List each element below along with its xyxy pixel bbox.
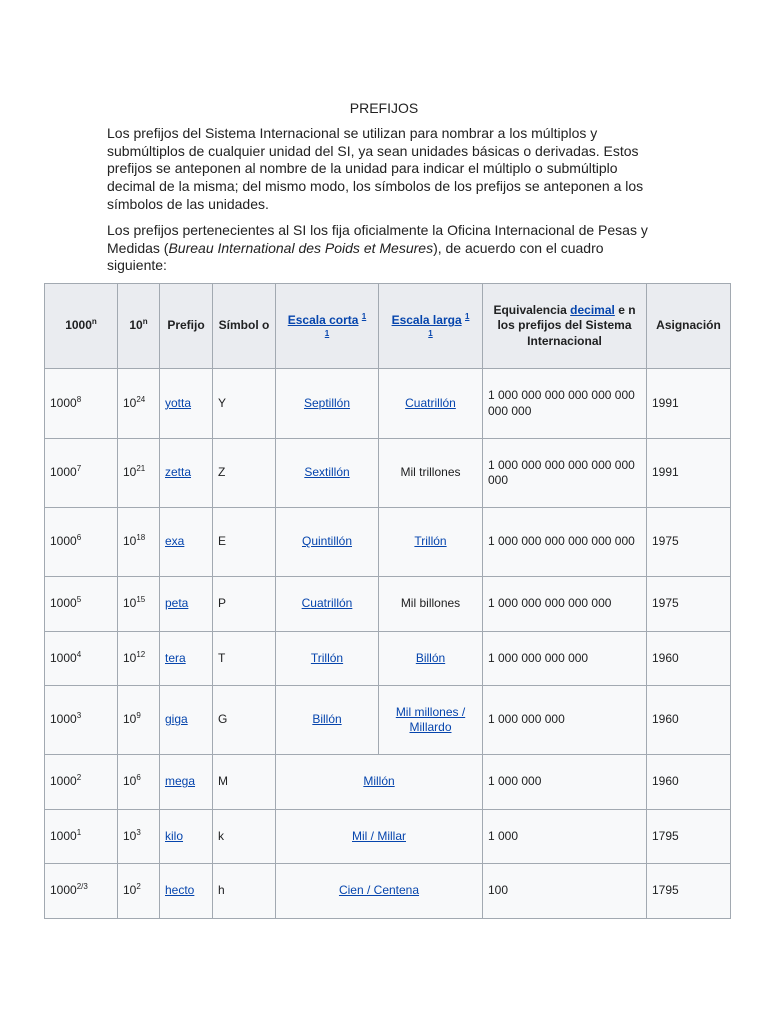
cell-power-1000: 1000$^8$	[45, 369, 118, 439]
page-title: PREFIJOS	[349, 100, 419, 116]
cell-equivalencia: 1 000 000	[483, 755, 647, 810]
table-row	[45, 755, 731, 810]
cell-asignacion: 1975	[647, 508, 731, 577]
header-escala-larga	[379, 284, 483, 369]
escala-corta-value-link[interactable]: Cuatrillón	[301, 596, 353, 611]
cell-power-10: $10^3$	[118, 810, 160, 864]
cell-prefijo	[160, 577, 213, 632]
cell-escala-larga: Mil trillones	[379, 439, 483, 508]
prefix-link-mega[interactable]: mega	[165, 774, 196, 789]
escala-corta-note-link-2[interactable]: 1	[324, 328, 330, 338]
intro-paragraph: Los prefijos del Sistema Internacional se utilizan para nombrar a los múltiplos y submúltiplos de cualquier unidad del SI, ya sean unidades básicas o derivadas. Estos prefijos se anteponen al nombre de la unidad para indicar el múltiplo o submúltiplo decimal de la misma; del mismo modo, los símbolos de los prefijos se anteponen a los símbolos de las unidades.	[107, 125, 644, 212]
bureau-name: Bureau International des Poids et Mesures	[168, 239, 434, 256]
escala-larga-note-link-2[interactable]: 1	[428, 328, 433, 338]
cell-escala-larga: Mil billones	[379, 577, 483, 632]
cell-simbolo: h	[213, 864, 276, 919]
cell-power-1000: 1000$^4$	[45, 632, 118, 686]
cell-power-1000: 1000$^5$	[45, 577, 118, 632]
cell-power-1000: 1000$^1$	[45, 810, 118, 864]
cell-simbolo: E	[213, 508, 276, 577]
table-row	[45, 632, 731, 686]
cell-power-10: $10^{24}$	[118, 369, 160, 439]
cell-prefijo	[160, 439, 213, 508]
prefix-link-tera[interactable]: tera	[165, 650, 186, 665]
cell-escala-corta	[276, 439, 379, 508]
cell-power-10: $10^{18}$	[118, 508, 160, 577]
escala-corta-value-link[interactable]: Sextillón	[304, 465, 350, 480]
escala-corta-value-link[interactable]: Billón	[312, 712, 342, 727]
escala-merged-value-link[interactable]: Millón	[363, 774, 395, 789]
escala-corta-link[interactable]: Escala corta	[287, 313, 359, 328]
table-row	[45, 686, 731, 755]
header-simbolo: Símbol o	[213, 284, 276, 369]
cell-power-1000: 1000$^7$	[45, 439, 118, 508]
cell-escala-larga	[379, 632, 483, 686]
prefix-link-zetta[interactable]: zetta	[165, 465, 192, 480]
cell-escala-corta	[276, 632, 379, 686]
cell-asignacion: 1960	[647, 632, 731, 686]
prefix-link-yotta[interactable]: yotta	[165, 395, 192, 410]
cell-power-1000: 1000$^2$	[45, 755, 118, 810]
cell-power-1000: $1000^{2/3}$	[45, 864, 118, 919]
cell-escala-larga	[379, 508, 483, 577]
cell-simbolo: P	[213, 577, 276, 632]
cell-prefijo	[160, 508, 213, 577]
cell-escala-merged	[276, 864, 483, 919]
escala-larga-note-link[interactable]: 1	[464, 312, 470, 322]
header-escala-corta	[276, 284, 379, 369]
cell-power-1000: 1000$^3$	[45, 686, 118, 755]
cell-power-10: $10^2$	[118, 864, 160, 919]
cell-asignacion: 1960	[647, 755, 731, 810]
si-prefix-table	[44, 283, 731, 919]
cell-escala-merged	[276, 755, 483, 810]
header-power-10: 10$^n$	[118, 284, 160, 369]
escala-merged-value-link[interactable]: Cien / Centena	[338, 883, 420, 898]
decimal-link[interactable]: decimal	[570, 302, 615, 317]
cell-escala-larga	[379, 686, 483, 755]
cell-equivalencia: 1 000 000 000 000 000	[483, 577, 647, 632]
cell-escala-corta	[276, 686, 379, 755]
cell-equivalencia: 1 000	[483, 810, 647, 864]
escala-merged-value-link[interactable]: Mil / Millar	[352, 828, 406, 843]
escala-corta-value-link[interactable]: Septillón	[303, 395, 351, 410]
prefix-link-giga[interactable]: giga	[165, 712, 188, 727]
cell-prefijo	[160, 686, 213, 755]
cell-equivalencia: 1 000 000 000	[483, 686, 647, 755]
cell-escala-corta	[276, 577, 379, 632]
cell-simbolo: G	[213, 686, 276, 755]
escala-larga-link[interactable]: Escala larga	[391, 313, 462, 328]
escala-larga-value-link[interactable]: Billón	[415, 650, 446, 665]
table-intro-paragraph	[107, 222, 667, 275]
cell-equivalencia: 1 000 000 000 000 000 000 000	[483, 439, 647, 508]
cell-asignacion: 1795	[647, 864, 731, 919]
cell-prefijo	[160, 810, 213, 864]
cell-equivalencia: 100	[483, 864, 647, 919]
cell-simbolo: k	[213, 810, 276, 864]
cell-power-10: $10^{12}$	[118, 632, 160, 686]
header-asignacion: Asignación	[647, 284, 731, 369]
table-row	[45, 864, 731, 919]
cell-escala-corta	[276, 369, 379, 439]
prefix-link-peta[interactable]: peta	[165, 596, 189, 611]
prefix-link-kilo[interactable]: kilo	[165, 828, 184, 843]
cell-escala-merged	[276, 810, 483, 864]
cell-power-10: $10^{15}$	[118, 577, 160, 632]
cell-asignacion: 1975	[647, 577, 731, 632]
escala-corta-value-link[interactable]: Trillón	[310, 650, 344, 665]
cell-power-10: $10^9$	[118, 686, 160, 755]
prefix-link-exa[interactable]: exa	[165, 534, 185, 549]
table-header-row	[45, 284, 731, 369]
table-intro-text-start: Los prefijos pertenecientes al SI los fija oficialmente la Oficina Internacional de Pesas y Medidas (	[107, 222, 648, 256]
cell-equivalencia: 1 000 000 000 000 000 000	[483, 508, 647, 577]
cell-simbolo: T	[213, 632, 276, 686]
table-row	[45, 577, 731, 632]
table-intro-text-end: ), de acuerdo con el cuadro siguiente:	[107, 239, 604, 274]
cell-prefijo	[160, 632, 213, 686]
cell-prefijo	[160, 864, 213, 919]
cell-prefijo	[160, 369, 213, 439]
cell-equivalencia: 1 000 000 000 000	[483, 632, 647, 686]
header-prefijo: Prefijo	[160, 284, 213, 369]
cell-power-10: $10^6$	[118, 755, 160, 810]
cell-asignacion: 1991	[647, 439, 731, 508]
cell-asignacion: 1795	[647, 810, 731, 864]
escala-larga-value-link[interactable]: Trillón	[414, 534, 447, 549]
escala-corta-value-link[interactable]: Quintillón	[301, 534, 353, 549]
cell-prefijo	[160, 755, 213, 810]
escala-larga-value-link[interactable]: Mil millones / Millardo	[395, 704, 466, 734]
table-row	[45, 439, 731, 508]
prefix-link-hecto[interactable]: hecto	[165, 883, 195, 898]
cell-power-10: $10^{21}$	[118, 439, 160, 508]
cell-power-1000: 1000$^6$	[45, 508, 118, 577]
table-row	[45, 508, 731, 577]
cell-simbolo: Z	[213, 439, 276, 508]
cell-asignacion: 1960	[647, 686, 731, 755]
cell-escala-corta	[276, 508, 379, 577]
table-row	[45, 810, 731, 864]
escala-larga-value-link[interactable]: Cuatrillón	[405, 395, 456, 410]
table-row	[45, 369, 731, 439]
cell-simbolo: Y	[213, 369, 276, 439]
header-power-1000: 1000$^n$	[45, 284, 118, 369]
cell-asignacion: 1991	[647, 369, 731, 439]
header-equivalencia: Equivalencia decimal e n los prefijos del Sistema Internacional	[483, 284, 647, 369]
cell-equivalencia: 1 000 000 000 000 000 000 000 000	[483, 369, 647, 439]
escala-corta-note-link[interactable]: 1	[361, 312, 367, 322]
cell-escala-larga	[379, 369, 483, 439]
cell-simbolo: M	[213, 755, 276, 810]
